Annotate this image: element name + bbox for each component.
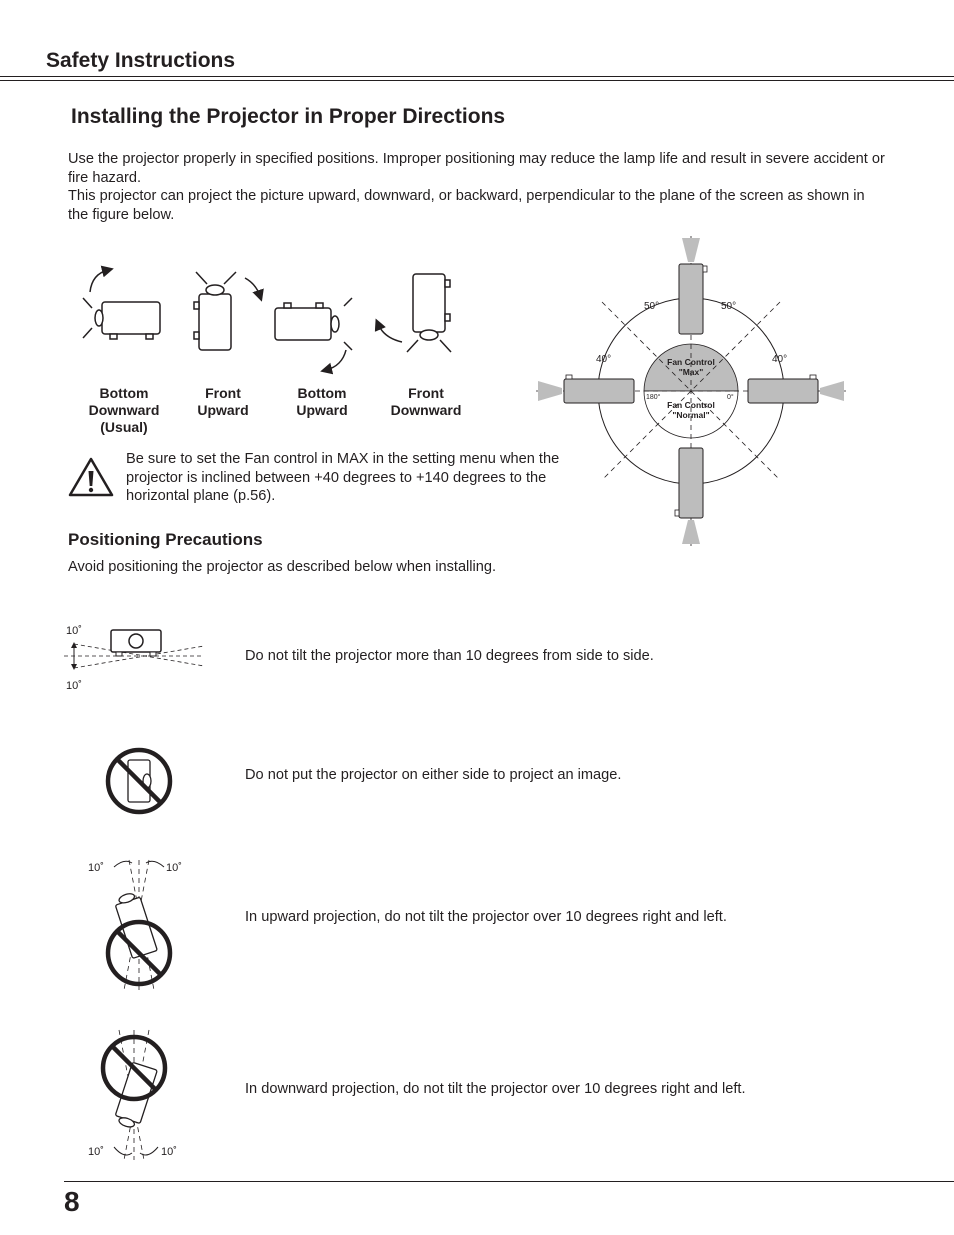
page-number: 8 (64, 1186, 80, 1217)
projector-bottom-upward (275, 298, 352, 370)
angle-label-right: 40° (772, 354, 788, 365)
orientation-label-bottom-upward: Bottom Upward (296, 385, 348, 418)
fan-max-label-line1: Fan Control (667, 357, 715, 367)
projector-pointing-up (679, 238, 707, 334)
angle-label-top-right: 50° (721, 301, 737, 312)
fan-max-label-line2: "Max" (678, 367, 704, 377)
projector-front-upward (194, 272, 260, 350)
projector-front-downward (378, 274, 451, 352)
warning-text: Be sure to set the Fan control in MAX in the setting menu when the projector is inclined between +40 degrees to +140 degrees to the horizontal plane (p.56). (126, 451, 560, 504)
angle-label-left: 10˚ (88, 1146, 104, 1158)
projector-pointing-left (538, 375, 634, 403)
orientation-illustrations (70, 262, 470, 382)
intro-paragraph-2: This projector can project the picture upward, downward, or backward, perpendicular to the plane of the screen as shown in the figure below. (68, 188, 865, 223)
precaution-text-2: Do not put the projector on either side to project an image. (245, 767, 622, 783)
angle-label-180: 180° (646, 394, 661, 401)
precaution-text-1: Do not tilt the projector more than 10 degrees from side to side. (245, 648, 654, 664)
angle-label-0: 0° (727, 394, 734, 401)
header-rule (0, 76, 954, 77)
tilt-side-to-side-illustration (64, 620, 209, 696)
prohibited-icon (108, 750, 170, 812)
angle-label-right: 10˚ (161, 1146, 177, 1158)
intro-paragraph-1: Use the projector properly in specified positions. Improper positioning may reduce the lamp life and result in severe accident or fire hazard. (68, 151, 885, 186)
projector-pointing-right (748, 375, 844, 403)
header-rule-secondary (0, 80, 954, 81)
section-title: Safety Instructions (46, 49, 236, 72)
precaution-text-3: In upward projection, do not tilt the projector over 10 degrees right and left. (245, 909, 727, 925)
angle-label-left: 10˚ (88, 862, 104, 874)
orientation-label-front-upward: Front Upward (197, 385, 249, 418)
precautions-intro: Avoid positioning the projector as described below when installing. (68, 559, 497, 575)
angle-label-right: 10˚ (166, 862, 182, 874)
rotate-arrow-icon (326, 350, 346, 370)
rotate-arrow-icon (90, 270, 108, 292)
fan-normal-label-line1: Fan Control (667, 400, 715, 410)
prohibited-side-projection-illustration (104, 746, 174, 816)
rotate-arrow-icon (245, 278, 260, 296)
fan-normal-label-line2: "Normal" (672, 410, 710, 420)
orientation-label-bottom-downward: Bottom Downward (Usual) (88, 385, 160, 435)
angle-label-bottom: 10˚ (66, 680, 82, 692)
orientation-label-front-downward: Front Downward (390, 385, 462, 418)
angle-label-top-left: 50° (644, 301, 660, 312)
fan-control-angle-diagram (536, 236, 846, 546)
page-title: Installing the Projector in Proper Directions (71, 105, 506, 128)
footer-rule (64, 1181, 954, 1182)
projector-bottom-downward (83, 270, 160, 339)
projector-pointing-down (675, 448, 703, 544)
precaution-text-4: In downward projection, do not tilt the projector over 10 degrees right and left. (245, 1081, 746, 1097)
angle-label-top: 10˚ (66, 625, 82, 637)
upward-tilt-prohibited-illustration (84, 855, 194, 995)
angle-label-left: 40° (596, 354, 612, 365)
downward-tilt-prohibited-illustration (84, 1025, 194, 1165)
precautions-title: Positioning Precautions (68, 530, 263, 549)
warning-triangle-icon (68, 456, 114, 498)
rotate-arrow-icon (378, 324, 402, 342)
